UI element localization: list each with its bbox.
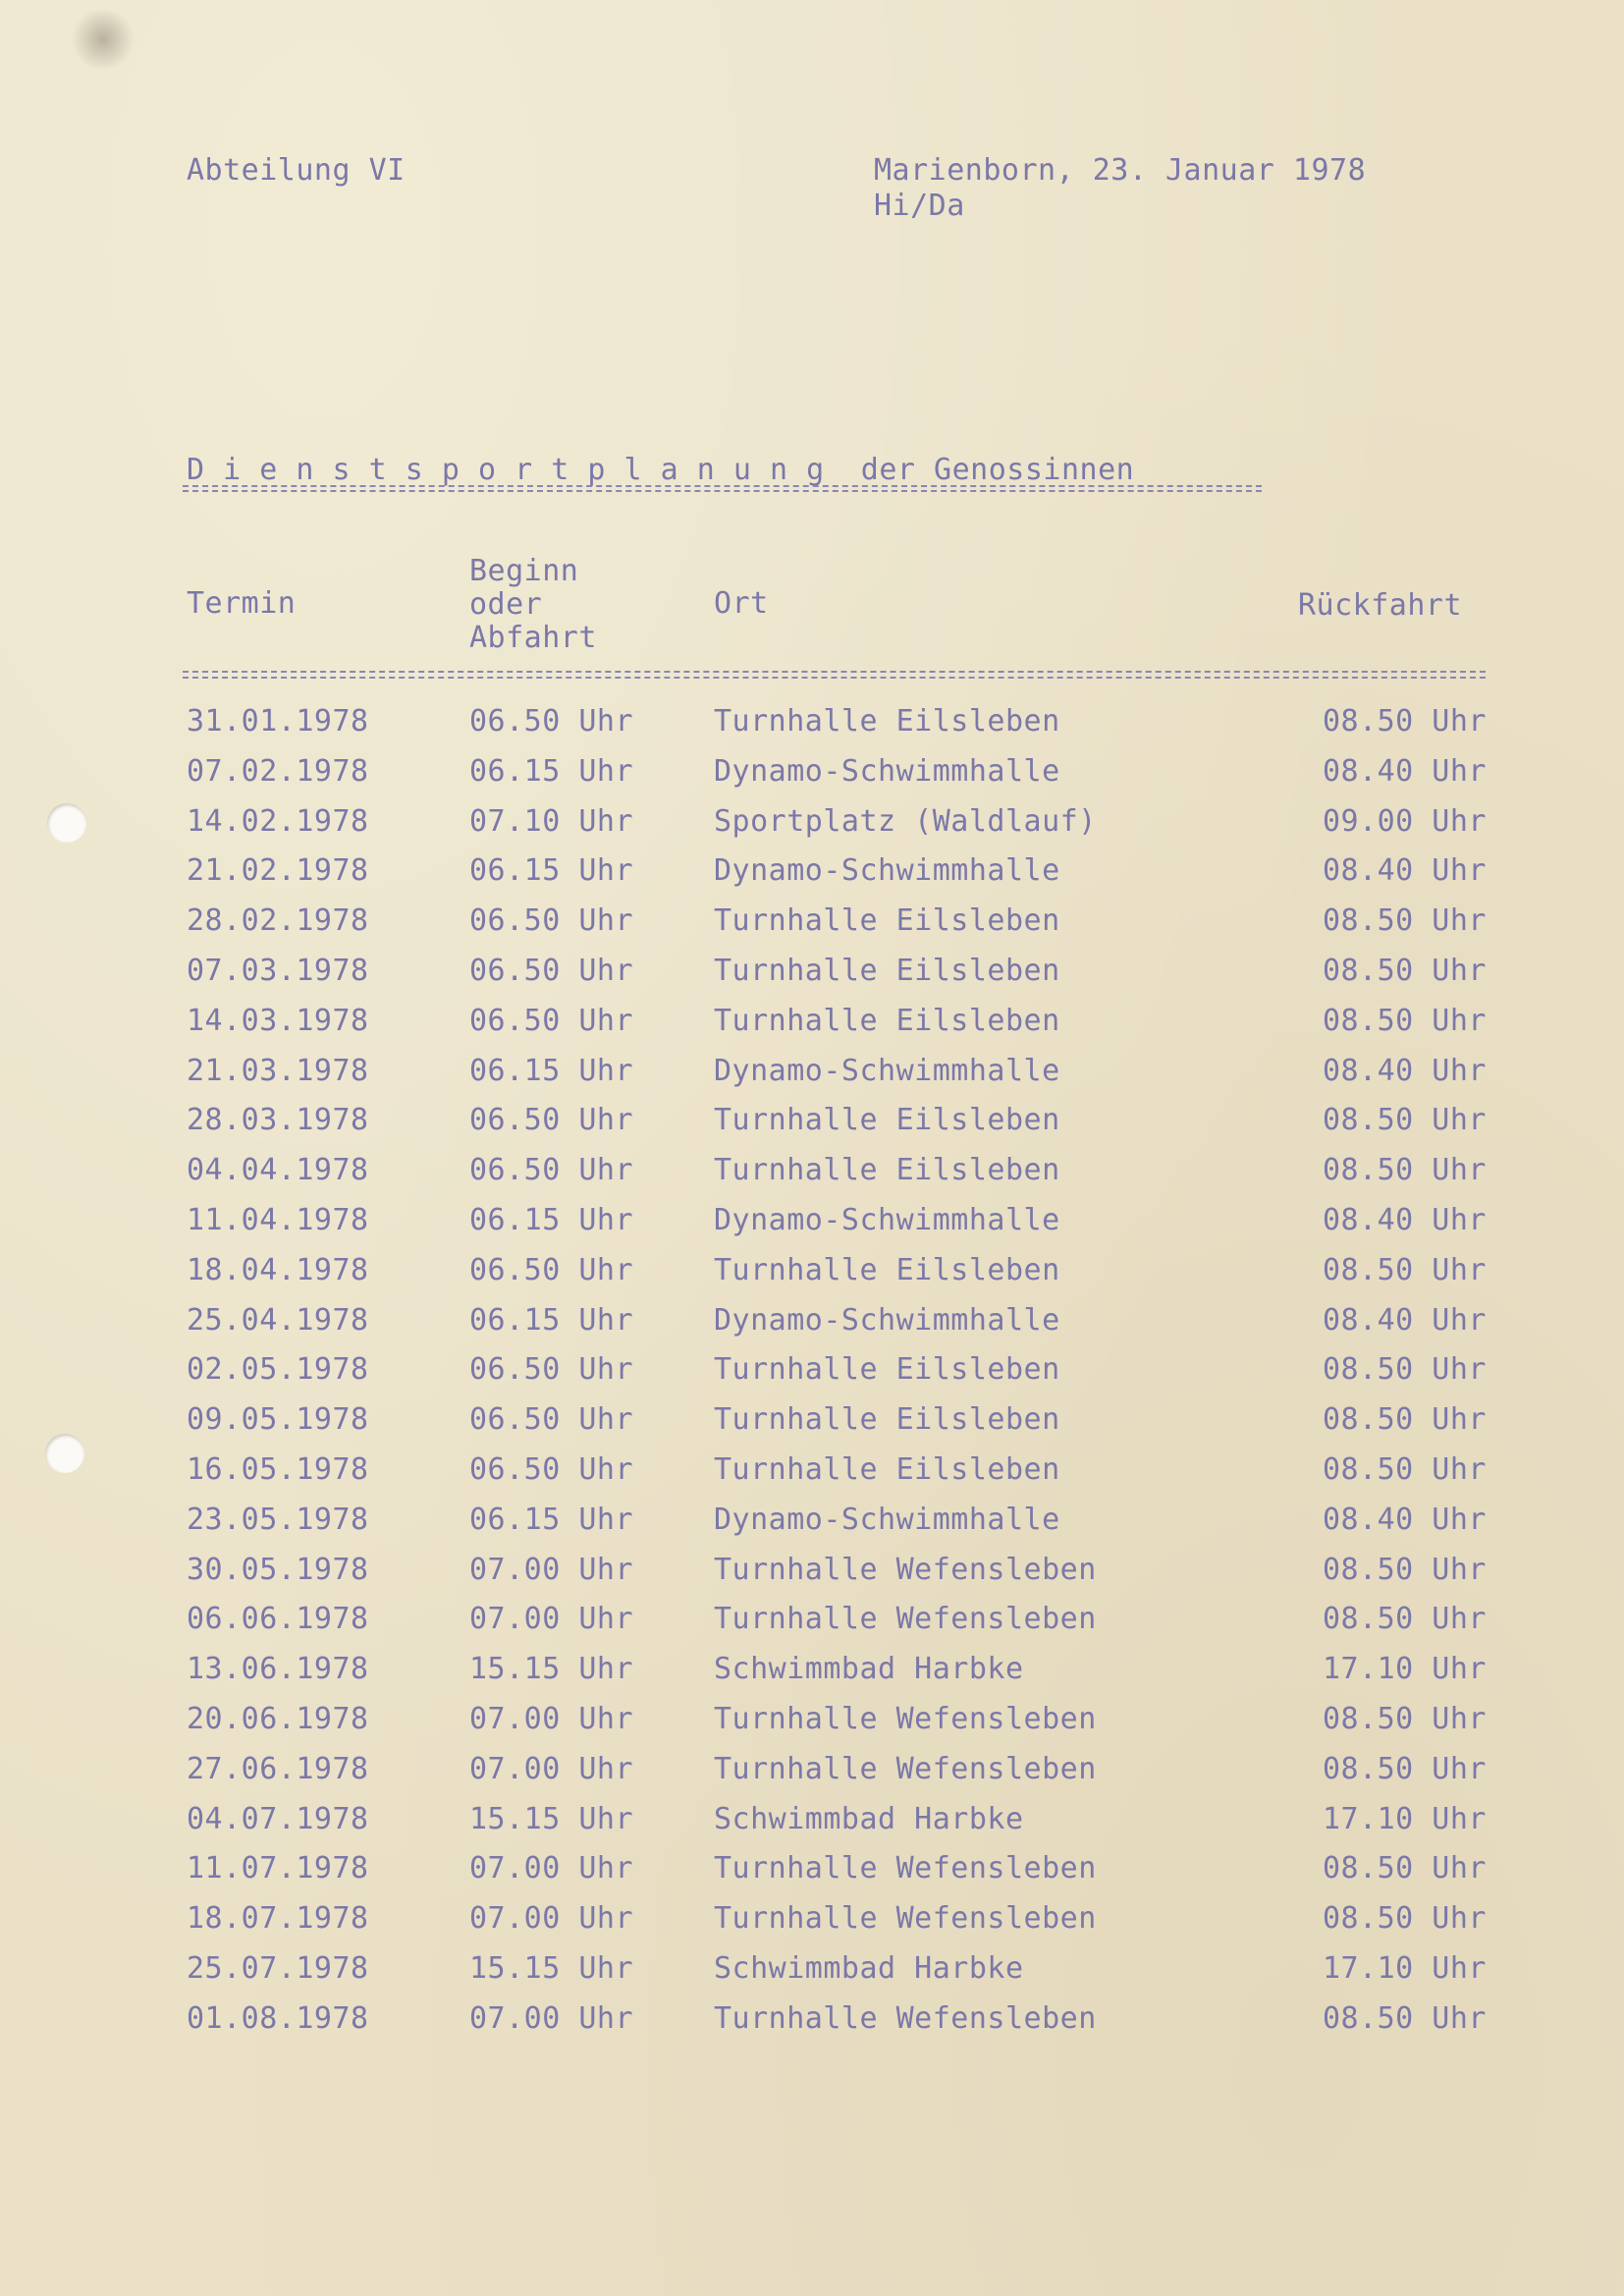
start-time-cell: 07.00 Uhr (469, 2000, 634, 2036)
start-time-cell: 06.50 Uhr (469, 1153, 634, 1188)
table-row (187, 1603, 1487, 1653)
document-title: D i e n s t s p o r t p l a n u n g der Genossinnen (187, 453, 1135, 487)
return-time-cell: 08.50 Uhr (1322, 1402, 1487, 1438)
start-time-cell: 07.00 Uhr (469, 1751, 634, 1786)
place-cell: Dynamo-Schwimmhalle (714, 753, 1060, 789)
return-time-cell: 08.50 Uhr (1322, 1701, 1487, 1736)
table-row (187, 1952, 1487, 2002)
start-time-cell: 06.50 Uhr (469, 953, 634, 988)
date-cell: 28.03.1978 (187, 1103, 369, 1138)
place-cell: Turnhalle Eilsleben (714, 1252, 1060, 1287)
place-cell: Dynamo-Schwimmhalle (714, 1053, 1060, 1088)
title-underline (183, 485, 1262, 487)
start-time-cell: 06.50 Uhr (469, 1451, 634, 1487)
table-row (187, 1803, 1487, 1853)
start-time-cell: 07.00 Uhr (469, 1701, 634, 1736)
return-time-cell: 17.10 Uhr (1322, 1801, 1487, 1836)
return-time-cell: 08.50 Uhr (1322, 704, 1487, 738)
column-header-place: Ort (714, 586, 769, 621)
punch-hole-upper (47, 803, 86, 843)
title-underline-second (183, 490, 1262, 492)
table-row (187, 1703, 1487, 1753)
table-row (187, 1304, 1487, 1354)
return-time-cell: 08.40 Uhr (1322, 753, 1487, 789)
date-cell: 23.05.1978 (187, 1502, 369, 1537)
header-divider-second (183, 677, 1486, 679)
table-row (187, 705, 1487, 755)
return-time-cell: 08.50 Uhr (1322, 1451, 1487, 1487)
return-time-cell: 08.50 Uhr (1322, 953, 1487, 988)
date-cell: 25.04.1978 (187, 1302, 369, 1338)
date-cell: 02.05.1978 (187, 1352, 369, 1388)
table-row (187, 1503, 1487, 1554)
start-time-cell: 15.15 Uhr (469, 1801, 634, 1836)
column-header-start-line2: oder (469, 587, 543, 622)
start-time-cell: 06.50 Uhr (469, 1003, 634, 1038)
start-time-cell: 07.00 Uhr (469, 1851, 634, 1886)
table-row (187, 1204, 1487, 1254)
return-time-cell: 08.40 Uhr (1322, 853, 1487, 889)
place-cell: Turnhalle Eilsleben (714, 1153, 1060, 1188)
start-time-cell: 06.15 Uhr (469, 1502, 634, 1537)
return-time-cell: 08.50 Uhr (1322, 1003, 1487, 1038)
date-cell: 09.05.1978 (187, 1402, 369, 1438)
start-time-cell: 06.50 Uhr (469, 1252, 634, 1287)
table-row (187, 1852, 1487, 1902)
date-cell: 14.03.1978 (187, 1003, 369, 1038)
table-row (187, 1254, 1487, 1304)
table-row (187, 2002, 1487, 2052)
date-cell: 07.02.1978 (187, 753, 369, 789)
start-time-cell: 06.15 Uhr (469, 1202, 634, 1237)
place-cell: Schwimmbad Harbke (714, 1950, 1024, 1986)
place-cell: Sportplatz (Waldlauf) (714, 803, 1097, 839)
table-row (187, 955, 1487, 1005)
place-cell: Schwimmbad Harbke (714, 1652, 1024, 1687)
date-cell: 18.07.1978 (187, 1901, 369, 1937)
place-cell: Dynamo-Schwimmhalle (714, 853, 1060, 889)
place-cell: Turnhalle Wefensleben (714, 1751, 1097, 1786)
place-cell: Turnhalle Wefensleben (714, 1552, 1097, 1587)
start-time-cell: 07.00 Uhr (469, 1552, 634, 1587)
return-time-cell: 17.10 Uhr (1322, 1652, 1487, 1687)
table-row (187, 1653, 1487, 1703)
table-row (187, 1353, 1487, 1403)
return-time-cell: 08.50 Uhr (1322, 1901, 1487, 1937)
date-cell: 25.07.1978 (187, 1950, 369, 1986)
date-cell: 14.02.1978 (187, 803, 369, 839)
date-cell: 04.07.1978 (187, 1801, 369, 1836)
place-cell: Turnhalle Eilsleben (714, 1103, 1060, 1138)
date-cell: 11.04.1978 (187, 1202, 369, 1237)
date-cell: 31.01.1978 (187, 704, 369, 738)
table-row (187, 755, 1487, 805)
start-time-cell: 07.00 Uhr (469, 1602, 634, 1637)
date-cell: 13.06.1978 (187, 1652, 369, 1687)
return-time-cell: 08.40 Uhr (1322, 1202, 1487, 1237)
start-time-cell: 06.50 Uhr (469, 1352, 634, 1388)
start-time-cell: 06.50 Uhr (469, 1103, 634, 1138)
return-time-cell: 08.50 Uhr (1322, 2000, 1487, 2036)
table-row (187, 1055, 1487, 1105)
schedule-table (187, 705, 1487, 2052)
department-label: Abteilung VI (187, 153, 406, 188)
place-date: Marienborn, 23. Januar 1978 (874, 153, 1367, 188)
date-cell: 21.02.1978 (187, 853, 369, 889)
date-cell: 16.05.1978 (187, 1451, 369, 1487)
date-cell: 01.08.1978 (187, 2000, 369, 2036)
place-cell: Turnhalle Wefensleben (714, 1851, 1097, 1886)
column-header-date: Termin (187, 586, 297, 621)
place-cell: Turnhalle Eilsleben (714, 1402, 1060, 1438)
date-cell: 04.04.1978 (187, 1153, 369, 1188)
date-cell: 30.05.1978 (187, 1552, 369, 1587)
place-cell: Turnhalle Eilsleben (714, 903, 1060, 939)
place-cell: Dynamo-Schwimmhalle (714, 1302, 1060, 1338)
place-cell: Turnhalle Eilsleben (714, 1352, 1060, 1388)
place-cell: Turnhalle Wefensleben (714, 1901, 1097, 1937)
table-row (187, 854, 1487, 904)
start-time-cell: 07.00 Uhr (469, 1901, 634, 1937)
start-time-cell: 06.15 Uhr (469, 1053, 634, 1088)
return-time-cell: 08.50 Uhr (1322, 1602, 1487, 1637)
column-header-return: Rückfahrt (1298, 588, 1463, 623)
date-cell: 27.06.1978 (187, 1751, 369, 1786)
place-cell: Schwimmbad Harbke (714, 1801, 1024, 1836)
date-cell: 07.03.1978 (187, 953, 369, 988)
table-row (187, 805, 1487, 855)
table-row (187, 1104, 1487, 1154)
date-cell: 18.04.1978 (187, 1252, 369, 1287)
table-row (187, 904, 1487, 955)
table-row (187, 1154, 1487, 1204)
return-time-cell: 08.50 Uhr (1322, 1751, 1487, 1786)
place-cell: Turnhalle Eilsleben (714, 953, 1060, 988)
column-header-start-line3: Abfahrt (469, 621, 597, 655)
date-cell: 21.03.1978 (187, 1053, 369, 1088)
start-time-cell: 06.15 Uhr (469, 753, 634, 789)
start-time-cell: 15.15 Uhr (469, 1950, 634, 1986)
table-row (187, 1554, 1487, 1604)
place-cell: Turnhalle Eilsleben (714, 1003, 1060, 1038)
reference-code: Hi/Da (874, 189, 965, 223)
return-time-cell: 08.50 Uhr (1322, 903, 1487, 939)
start-time-cell: 15.15 Uhr (469, 1652, 634, 1687)
table-row (187, 1753, 1487, 1803)
date-cell: 20.06.1978 (187, 1701, 369, 1736)
return-time-cell: 09.00 Uhr (1322, 803, 1487, 839)
return-time-cell: 08.50 Uhr (1322, 1552, 1487, 1587)
place-cell: Turnhalle Wefensleben (714, 1701, 1097, 1736)
date-cell: 06.06.1978 (187, 1602, 369, 1637)
place-cell: Turnhalle Eilsleben (714, 1451, 1060, 1487)
place-cell: Dynamo-Schwimmhalle (714, 1202, 1060, 1237)
table-row (187, 1005, 1487, 1055)
table-row (187, 1403, 1487, 1453)
return-time-cell: 17.10 Uhr (1322, 1950, 1487, 1986)
return-time-cell: 08.40 Uhr (1322, 1053, 1487, 1088)
return-time-cell: 08.40 Uhr (1322, 1502, 1487, 1537)
return-time-cell: 08.50 Uhr (1322, 1252, 1487, 1287)
punch-hole-lower (45, 1434, 84, 1473)
place-cell: Turnhalle Eilsleben (714, 704, 1060, 738)
table-row (187, 1902, 1487, 1952)
column-header-start-line1: Beginn (469, 554, 579, 588)
ink-smudge (69, 10, 137, 69)
return-time-cell: 08.50 Uhr (1322, 1103, 1487, 1138)
start-time-cell: 06.15 Uhr (469, 1302, 634, 1338)
return-time-cell: 08.40 Uhr (1322, 1302, 1487, 1338)
start-time-cell: 06.50 Uhr (469, 1402, 634, 1438)
place-cell: Turnhalle Wefensleben (714, 1602, 1097, 1637)
header-divider (183, 671, 1486, 673)
start-time-cell: 06.50 Uhr (469, 903, 634, 939)
start-time-cell: 06.50 Uhr (469, 704, 634, 738)
start-time-cell: 06.15 Uhr (469, 853, 634, 889)
return-time-cell: 08.50 Uhr (1322, 1153, 1487, 1188)
table-row (187, 1453, 1487, 1503)
place-cell: Dynamo-Schwimmhalle (714, 1502, 1060, 1537)
date-cell: 28.02.1978 (187, 903, 369, 939)
date-cell: 11.07.1978 (187, 1851, 369, 1886)
place-cell: Turnhalle Wefensleben (714, 2000, 1097, 2036)
return-time-cell: 08.50 Uhr (1322, 1851, 1487, 1886)
start-time-cell: 07.10 Uhr (469, 803, 634, 839)
return-time-cell: 08.50 Uhr (1322, 1352, 1487, 1388)
